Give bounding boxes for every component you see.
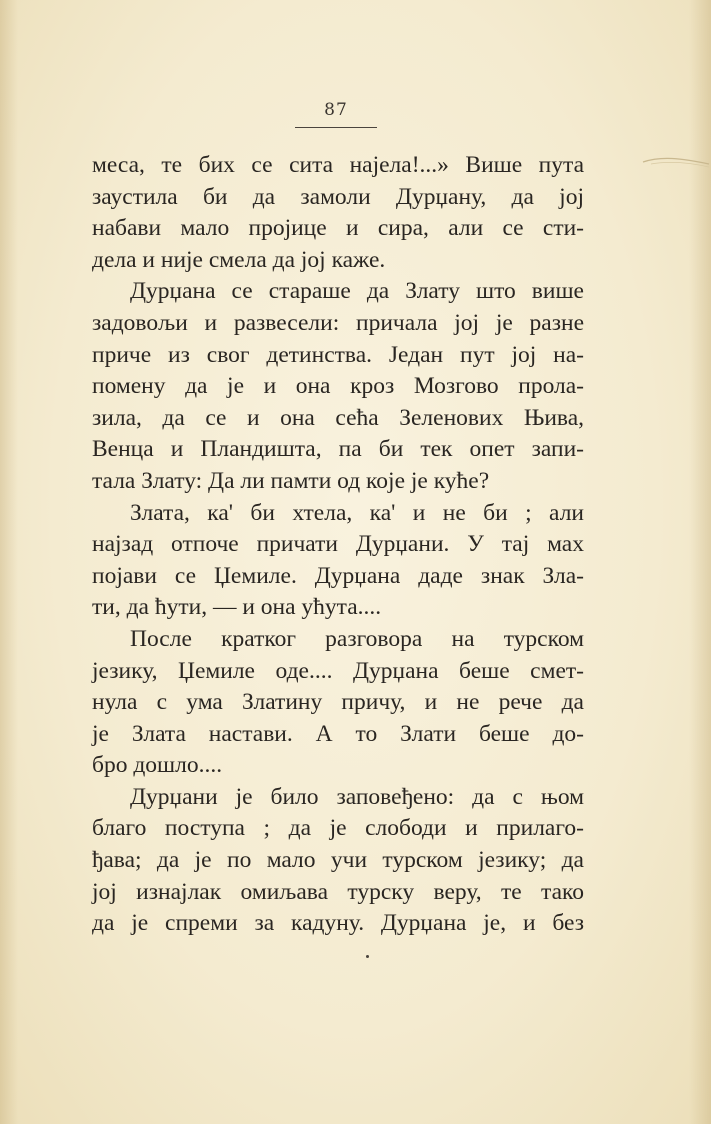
text-line: језику, Џемиле оде.... Дурџана беше смет- [92,657,584,684]
page-number: 87 [324,100,348,120]
text-line: Злата, ка' би хтела, ка' и не би ; али [130,499,584,526]
text-line: нула с ума Златину причу, и не рече да [92,689,584,716]
text-line: ђава; да је по мало учи турском језику; да [92,847,584,874]
text-line: меса, те бих се сита најела!...» Више пута [92,152,584,178]
page-number-rule [295,127,377,128]
text-line: благо поступа ; да је слободи и прилаго- [92,815,584,842]
text-line: зила, да се и она сећа Зеленових Њива, [92,404,584,431]
text-line: Дурџана се стараше да Злату што више [130,278,584,305]
text-line: јој изнајлак омиљава турску веру, те тако [92,878,584,905]
text-line: тала Злату: Да ли памти од које је куће? [92,467,490,494]
page-edge-shadow-left [0,0,18,1124]
text-line: Дурџани је било заповеђено: да с њом [130,783,584,810]
text-line: најзад отпоче причати Дурџани. У тај мах [92,531,584,558]
text-line: заустила би да замоли Дурџану, да јој [92,183,584,210]
text-line: задовољи и развесели: причала јој је разне [92,309,584,336]
text-line: да је спреми за кадуну. Дурџана је, и без [92,910,584,937]
stray-ink-dot [366,955,369,958]
text-line: ти, да ћути, — и она ућута.... [92,594,382,621]
text-line: Венца и Пландишта, па би тек опет запи- [92,436,584,463]
text-line: помену да је и она кроз Мозгово прола- [92,373,584,400]
text-line: дела и није смела да јој каже. [92,246,386,273]
text-line: бро дошло.... [92,752,223,779]
text-line: појави се Џемиле. Дурџана даде знак Зла- [92,562,584,589]
text-line: је Злата настави. А то Злати беше до- [92,720,584,747]
body-text [92,150,584,940]
text-line: приче из свог детинства. Један пут јој на- [92,341,584,368]
text-line: набави мало пројице и сира, али се сти- [92,215,584,242]
paper-curl-mark [641,150,711,174]
text-line: После кратког разговора на турском [130,625,584,652]
